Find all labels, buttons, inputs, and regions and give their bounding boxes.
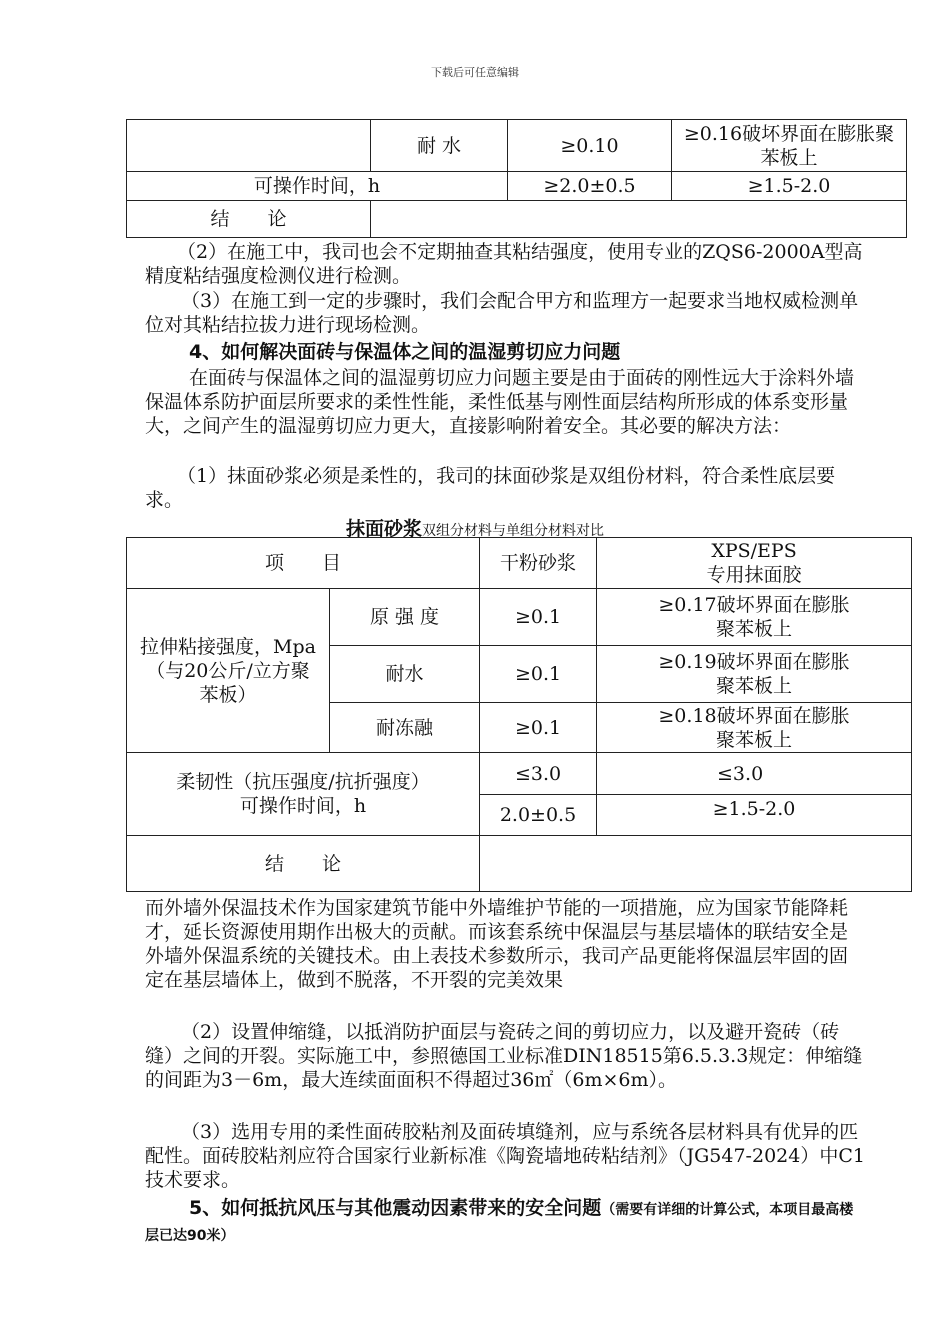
- header-dry-mortar: 干粉砂浆: [480, 538, 597, 589]
- paragraph: （2）设置伸缩缝，以抵消防护面层与瓷砖之间的剪切应力，以及避开瓷砖（砖缝）之间的开裂。实际施工中，参照德国工业标准DIN18515第6.5.3.3规定：伸缩缝的间距为3－6m，最大连续面面积不得超过36㎡（6m×6m）。: [145, 1021, 863, 1091]
- cell-value: ≥0.16破坏界面在膨胀聚苯板上: [672, 120, 907, 172]
- cell-tensile-strength: 拉伸粘接强度，Mpa（与20公斤/立方聚苯板）: [127, 589, 330, 753]
- header-xps: XPS/EPS 专用抹面胶: [597, 538, 912, 589]
- cell-name: 耐冻融: [330, 703, 480, 753]
- table-row: [127, 589, 912, 646]
- cell-value: ≥1.5-2.0: [597, 795, 912, 836]
- cell-operable-time: 可操作时间，h: [127, 172, 508, 201]
- cell-value: ≥0.18破坏界面在膨胀聚苯板上: [597, 703, 912, 753]
- cell-value: ≥0.10: [508, 120, 672, 172]
- cell-flexibility: 柔韧性（抗压强度/抗折强度） 可操作时间，h: [127, 753, 480, 836]
- table-row: [127, 836, 912, 892]
- cell-conclusion: 结 论: [127, 201, 371, 238]
- table-continued: [126, 119, 907, 238]
- cell-value: ≥2.0±0.5: [508, 172, 672, 201]
- table-row: [127, 172, 907, 201]
- cell-empty: [371, 201, 907, 238]
- paragraph: （2）在施工中，我司也会不定期抽查其粘结强度，使用专业的ZQS6-2000A型高精度粘结强度检测仪进行检测。: [145, 241, 863, 287]
- cell-value: ≥1.5-2.0: [672, 172, 907, 201]
- cell-conclusion: 结 论: [127, 836, 480, 892]
- cell-value: ≤3.0: [597, 753, 912, 795]
- cell-water-resistance: 耐 水: [371, 120, 508, 172]
- paragraph: 而外墙外保温技术作为国家建筑节能中外墙维护节能的一项措施，应为国家节能降耗才，延长资源使用期作出极大的贡献。而该套系统中保温层与基层墙体的联结安全是外墙外保温系统的关键技术。由上表技术参数所示，我司产品更能将保温层牢固的固定在基层墙体上，做到不脱落，不开裂的完美效果: [145, 897, 849, 991]
- caption-rest: 双组分材料与单组分材料对比: [422, 523, 604, 539]
- cell-value: ≥0.17破坏界面在膨胀聚苯板上: [597, 589, 912, 646]
- section-heading-4: 4、如何解决面砖与保温体之间的温湿剪切应力问题: [189, 341, 621, 363]
- cell-value: 2.0±0.5: [480, 795, 597, 836]
- cell-value: ≥0.1: [480, 589, 597, 646]
- cell-empty: [127, 120, 371, 172]
- paragraph: 在面砖与保温体之间的温湿剪切应力问题主要是由于面砖的刚性远大于涂料外墙保温体系防护面层所要求的柔性性能，柔性低基与刚性面层结构所形成的体系变形量大，之间产生的温湿剪切应力更大，直接影响附着安全。其必要的解决方法：: [145, 367, 855, 437]
- table-row: [127, 753, 912, 795]
- table-row: [127, 201, 907, 238]
- section-heading-5: [145, 1196, 865, 1248]
- table-row: [127, 120, 907, 172]
- header-item: 项 目: [127, 538, 480, 589]
- cell-value: ≥0.1: [480, 703, 597, 753]
- page-header: 下载后可任意编辑: [431, 66, 519, 79]
- cell-name: 原 强 度: [330, 589, 480, 646]
- heading-5-note: （需要有详细的计算公式，本项目最高楼层已达90米）: [145, 1202, 854, 1244]
- cell-name: 耐水: [330, 646, 480, 703]
- comparison-table: [126, 537, 912, 892]
- paragraph: （3）在施工到一定的步骤时，我们会配合甲方和监理方一起要求当地权威检测单位对其粘结拉拔力进行现场检测。: [145, 290, 859, 336]
- table-header-row: [127, 538, 912, 589]
- cell-value: ≥0.19破坏界面在膨胀聚苯板上: [597, 646, 912, 703]
- cell-empty: [480, 836, 912, 892]
- heading-5-text: 5、如何抵抗风压与其他震动因素带来的安全问题: [189, 1197, 602, 1219]
- caption-bold: 抹面砂浆: [345, 518, 422, 540]
- cell-value: ≤3.0: [480, 753, 597, 795]
- cell-value: ≥0.1: [480, 646, 597, 703]
- paragraph: （3）选用专用的柔性面砖胶粘剂及面砖填缝剂，应与系统各层材料具有优异的匹配性。面砖胶粘剂应符合国家行业新标准《陶瓷墙地砖粘结剂》（JG547-2024）中C1技术要求。: [145, 1121, 865, 1191]
- paragraph: （1）抹面砂浆必须是柔性的，我司的抹面砂浆是双组份材料，符合柔性底层要求。: [145, 465, 836, 511]
